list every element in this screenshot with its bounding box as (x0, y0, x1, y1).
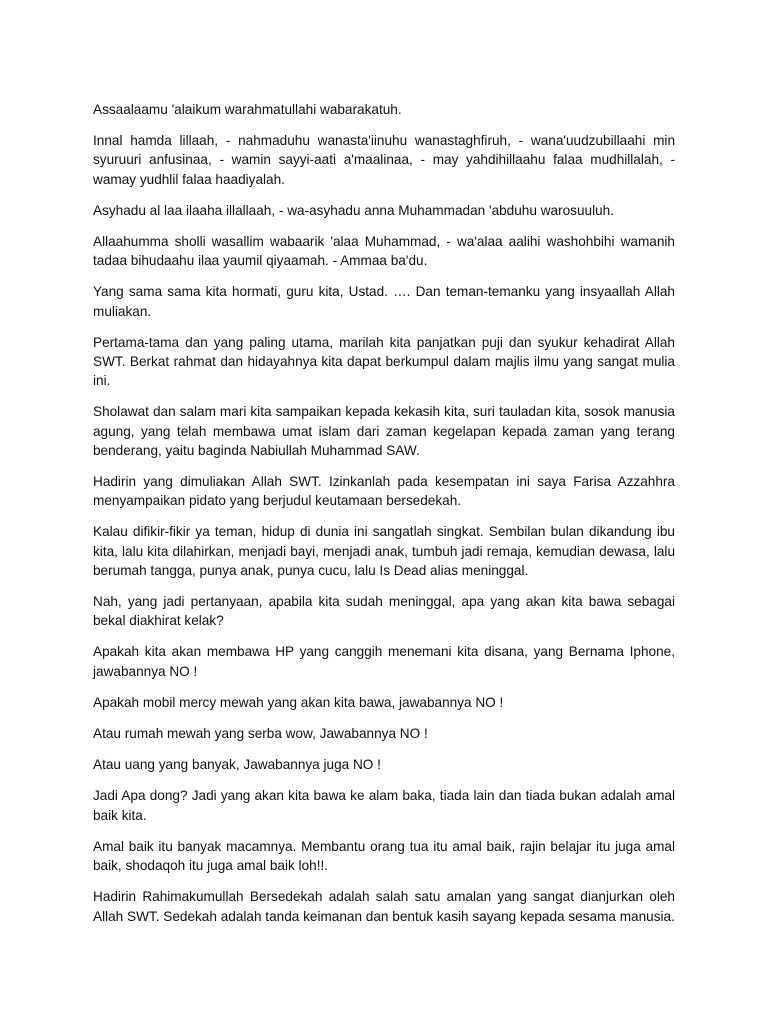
paragraph-answer: Jadi Apa dong? Jadi yang akan kita bawa ke alam baka, tiada lain dan tiada bukan adalah amal baik kita. (93, 788, 675, 823)
paragraph-greeting: Assaalaamu 'alaikum warahmatullahi wabarakatuh. (93, 102, 402, 117)
paragraph-money: Atau uang yang banyak, Jawabannya juga NO ! (93, 757, 381, 773)
paragraph-sholawat: Allaahumma sholli wasallim wabaarik 'alaa Muhammad, - wa'alaa aalihi washohbihi wamanih tadaa bihudaahu ilaa yaumil qiyaamah. - Ammaa ba'du. (93, 234, 675, 269)
paragraph-charity: Hadirin Rahimakumullah Bersedekah adalah salah satu amalan yang sangat dianjurkan oleh Allah SWT. Sedekah adalah tanda keimanan dan bentuk kasih sayang kepada sesama manusia. (93, 889, 675, 924)
paragraph-good-deeds: Amal baik itu banyak macamnya. Membantu orang tua itu amal baik, rajin belajar itu juga amal baik, shodaqoh itu juga amal baik loh!!. (93, 838, 675, 874)
paragraph-salutation: Sholawat dan salam mari kita sampaikan kepada kekasih kita, suri tauladan kita, sosok manusia agung, yang telah membawa umat islam dari zaman kegelapan kepada zaman yang terang benderang, yaitu baginda Nabiullah Muhammad SAW. (93, 404, 675, 458)
paragraph-mercy: Apakah mobil mercy mewah yang akan kita bawa, jawabannya NO ! (93, 694, 504, 710)
paragraph-house: Atau rumah mewah yang serba wow, Jawabannya NO ! (93, 726, 428, 742)
paragraph-gratitude: Pertama-tama dan yang paling utama, marilah kita panjatkan puji dan syukur kehadirat Allah SWT. Berkat rahmat dan hidayahnya kita dapat berkumpul dalam majlis ilmu yang sangat mulia ini. (93, 334, 675, 389)
paragraph-shahada: Asyhadu al laa ilaaha illallaah, - wa-asyhadu anna Muhammadan 'abduhu warosuuluh. (93, 202, 615, 218)
paragraph-introduction: Hadirin yang dimuliakan Allah SWT. Izinkanlah pada kesempatan ini saya Farisa Azzahhra menyampaikan pidato yang berjudul keutamaan bersedekah. (93, 474, 675, 509)
document-page (93, 100, 675, 938)
paragraph-opening-praise: Innal hamda lillaah, - nahmaduhu wanasta'iinuhu wanastaghfiruh, - wana'uudzubillaahi min syuruuri anfusinaa, - wamin sayyi-aati a'maalinaa, - may yahdihillaahu falaa mudhillalah, - wamay yudhlil falaa haadiyalah. (93, 133, 675, 187)
paragraph-question: Nah, yang jadi pertanyaan, apabila kita sudah meninggal, apa yang akan kita bawa sebagai bekal diakhirat kelak? (93, 594, 675, 629)
paragraph-iphone: Apakah kita akan membawa HP yang canggih menemani kita disana, yang Bernama Iphone, jawabannya NO ! (93, 644, 675, 679)
paragraph-audience-address: Yang sama sama kita hormati, guru kita, Ustad. …. Dan teman-temanku yang insyaallah Allah muliakan. (93, 284, 675, 319)
paragraph-life-short: Kalau difikir-fikir ya teman, hidup di dunia ini sangatlah singkat. Sembilan bulan dikandung ibu kita, lalu kita dilahirkan, menjadi bayi, menjadi anak, tumbuh jadi remaja, kemudian dewasa, lalu berumah tangga, punya anak, punya cucu, lalu Is Dead alias meninggal. (93, 524, 675, 578)
